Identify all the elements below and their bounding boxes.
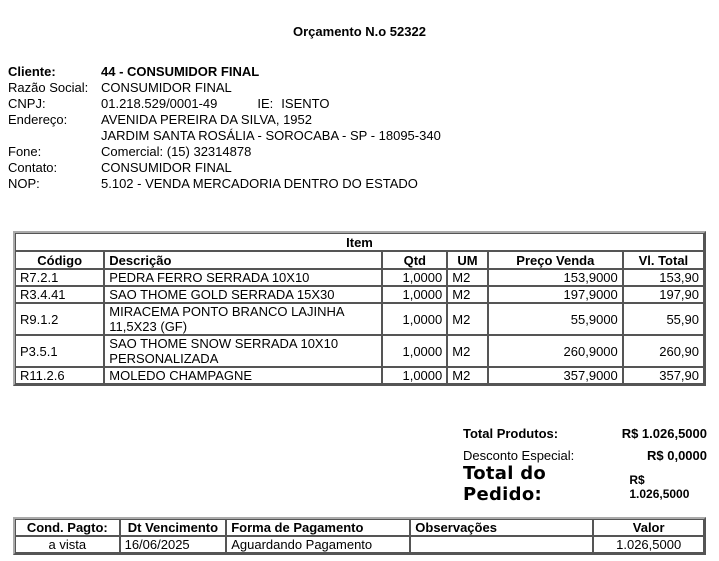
cell-forma: Aguardando Pagamento — [226, 536, 410, 553]
cell-um: M2 — [447, 367, 488, 384]
cell-codigo: R11.2.6 — [15, 367, 104, 384]
table-row — [15, 303, 704, 335]
col-valor: Valor — [593, 519, 704, 536]
contato-row — [8, 160, 441, 176]
payment-table — [13, 517, 706, 555]
table-row — [15, 286, 704, 303]
ie-value: ISENTO — [281, 96, 330, 111]
table-row — [15, 367, 704, 384]
nop-label: NOP: — [8, 176, 40, 191]
cell-preco: 357,9000 — [488, 367, 623, 384]
cell-codigo: R9.1.2 — [15, 303, 104, 335]
fone-row — [8, 144, 441, 160]
col-cond-pagto: Cond. Pagto: — [15, 519, 120, 536]
cell-obs — [410, 536, 593, 553]
col-descricao: Descrição — [104, 251, 382, 269]
total-produtos-row — [463, 420, 707, 441]
cell-descricao: SAO THOME GOLD SERRADA 15X30 — [104, 286, 382, 303]
document-title: Orçamento N.o 52322 — [293, 24, 426, 39]
fone-label: Fone: — [8, 144, 42, 159]
cell-codigo: P3.5.1 — [15, 335, 104, 367]
cell-preco: 153,9000 — [488, 269, 623, 286]
cnpj-label: CNPJ: — [8, 96, 46, 111]
endereco-line2: JARDIM SANTA ROSÁLIA - SOROCABA - SP - 18095-340 — [101, 128, 441, 143]
total-pedido-value: R$ 1.026,5000 — [629, 473, 690, 501]
col-dt-vencimento: Dt Vencimento — [120, 519, 227, 536]
payment-header-row — [15, 519, 704, 536]
table-row — [15, 536, 704, 553]
cell-cond: a vista — [15, 536, 120, 553]
items-table — [13, 231, 706, 386]
table-row — [15, 269, 704, 286]
cell-preco: 197,9000 — [488, 286, 623, 303]
cell-descricao: MOLEDO CHAMPAGNE — [104, 367, 382, 384]
col-codigo: Código — [15, 251, 104, 269]
desconto-value: R$ 0,0000 — [647, 448, 707, 463]
cell-um: M2 — [447, 335, 488, 367]
items-caption: Item — [15, 233, 704, 251]
cell-codigo: R7.2.1 — [15, 269, 104, 286]
endereco-row — [8, 112, 441, 128]
cell-preco: 55,9000 — [488, 303, 623, 335]
cell-um: M2 — [447, 269, 488, 286]
total-produtos-value: R$ 1.026,5000 — [621, 426, 707, 441]
cnpj-row — [8, 96, 441, 112]
contato-value: CONSUMIDOR FINAL — [101, 160, 232, 175]
cell-qtd: 1,0000 — [382, 269, 447, 286]
client-label: Cliente: — [8, 64, 56, 79]
endereco-row-2 — [8, 128, 441, 144]
table-row — [15, 335, 704, 367]
cell-descricao: SAO THOME SNOW SERRADA 10X10 PERSONALIZADA — [104, 335, 382, 367]
contato-label: Contato: — [8, 160, 58, 175]
endereco-label: Endereço: — [8, 112, 68, 127]
col-qtd: Qtd — [382, 251, 447, 269]
razao-social-value: CONSUMIDOR FINAL — [101, 80, 232, 95]
cell-total: 260,90 — [623, 335, 704, 367]
cell-total: 153,90 — [623, 269, 704, 286]
client-info — [8, 64, 441, 192]
cell-valor: 1.026,5000 — [593, 536, 704, 553]
nop-row — [8, 176, 441, 192]
ie-label: IE: — [257, 96, 274, 111]
cell-total: 197,90 — [623, 286, 704, 303]
cell-codigo: R3.4.41 — [15, 286, 104, 303]
razao-social-label: Razão Social: — [8, 80, 89, 95]
client-row — [8, 64, 441, 80]
cell-vencimento: 16/06/2025 — [120, 536, 227, 553]
cell-qtd: 1,0000 — [382, 335, 447, 367]
cnpj-value: 01.218.529/0001-49 — [101, 96, 218, 111]
cell-qtd: 1,0000 — [382, 286, 447, 303]
col-forma-pagamento: Forma de Pagamento — [226, 519, 410, 536]
razao-social-row — [8, 80, 441, 96]
col-total: Vl. Total — [623, 251, 704, 269]
desconto-label: Desconto Especial: — [463, 448, 575, 463]
cell-total: 55,90 — [623, 303, 704, 335]
nop-value: 5.102 - VENDA MERCADORIA DENTRO DO ESTADO — [101, 176, 418, 191]
total-produtos-label: Total Produtos: — [463, 426, 559, 441]
cell-um: M2 — [447, 286, 488, 303]
cell-um: M2 — [447, 303, 488, 335]
cell-qtd: 1,0000 — [382, 303, 447, 335]
col-observacoes: Observações — [410, 519, 593, 536]
total-pedido-label: Total do Pedido: — [463, 463, 547, 505]
cell-descricao: MIRACEMA PONTO BRANCO LAJINHA 11,5X23 (GF) — [104, 303, 382, 335]
fone-value: Comercial: (15) 32314878 — [101, 144, 252, 159]
total-pedido-row — [463, 463, 707, 505]
endereco-line1: AVENIDA PEREIRA DA SILVA, 1952 — [101, 112, 312, 127]
cell-preco: 260,9000 — [488, 335, 623, 367]
spacer — [8, 128, 101, 144]
col-preco: Preço Venda — [488, 251, 623, 269]
cell-qtd: 1,0000 — [382, 367, 447, 384]
client-value: 44 - CONSUMIDOR FINAL — [101, 64, 260, 79]
totals-block — [463, 420, 707, 505]
desconto-row — [463, 441, 707, 463]
cell-descricao: PEDRA FERRO SERRADA 10X10 — [104, 269, 382, 286]
col-um: UM — [447, 251, 488, 269]
items-header-row — [15, 251, 704, 269]
cell-total: 357,90 — [623, 367, 704, 384]
